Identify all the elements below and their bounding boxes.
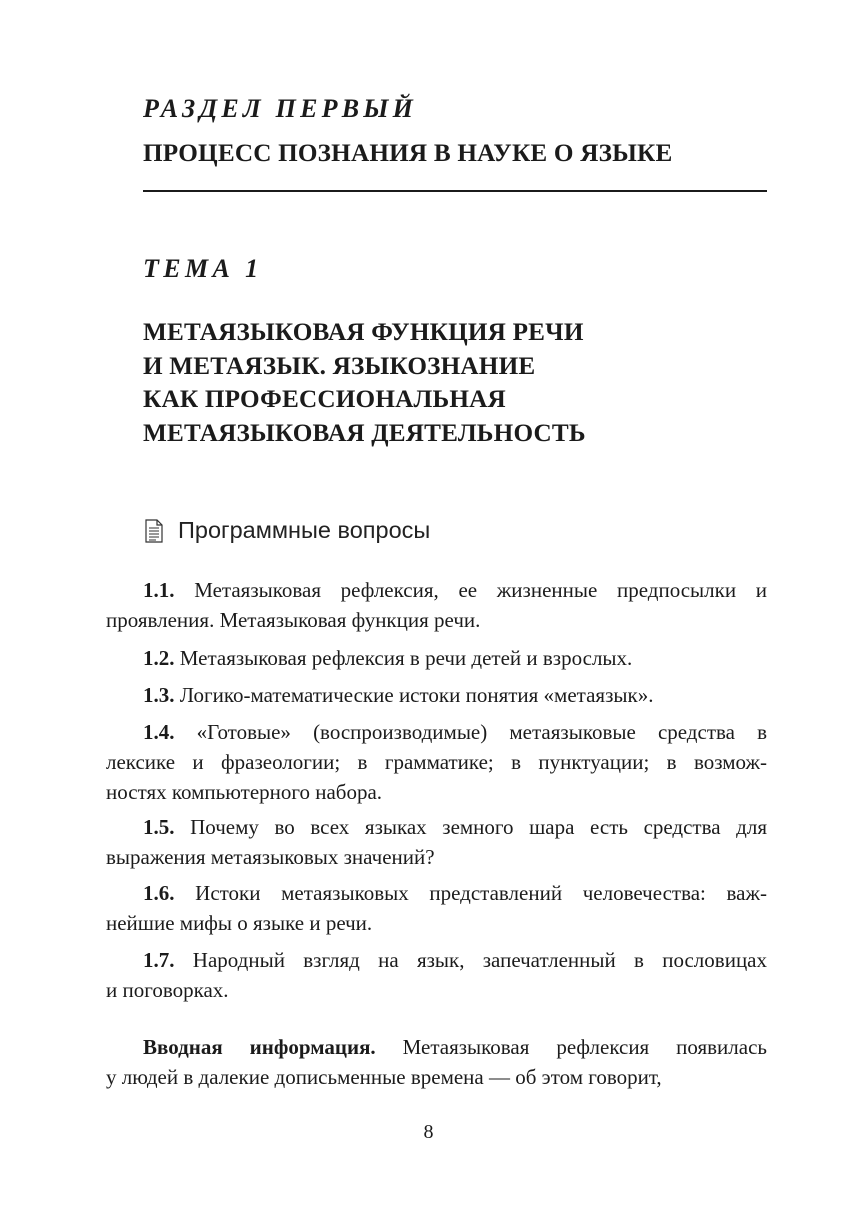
question-item [106,680,767,710]
question-number: 1.3. [143,683,175,707]
question-number: 1.2. [143,646,175,670]
question-number: 1.7. [143,948,175,972]
question-item [106,717,767,807]
question-line: нейшие мифы о языке и речи. [106,911,373,935]
section-title: ПРОЦЕСС ПОЗНАНИЯ В НАУКЕ О ЯЗЫКЕ [143,140,673,167]
topic-title-line: И МЕТАЯЗЫК. ЯЗЫКОЗНАНИЕ [143,352,536,380]
question-item [106,575,767,635]
question-text: Народный взгляд на язык, запечатленный в пословицах [192,948,768,972]
question-line: выражения метаязыковых значений? [106,845,435,869]
topic-kicker: ТЕМА 1 [143,254,263,283]
topic-title-line: КАК ПРОФЕССИОНАЛЬНАЯ [143,386,506,413]
question-item [106,812,767,872]
question-line [143,680,767,710]
page-number: 8 [423,1121,434,1143]
question-line: проявления. Метаязыковая функция речи. [106,608,481,632]
question-text: Логико-математические истоки понятия «метаязык». [179,683,654,707]
question-line: лексике и фразеологии; в грамматике; в пунктуации; в возмож- [106,750,767,774]
questions-heading-text: Программные вопросы [178,517,431,543]
question-number: 1.4. [143,720,175,744]
question-line [143,717,767,747]
question-text: Метаязыковая рефлексия в речи детей и взрослых. [179,646,633,670]
intro-paragraph [106,1032,767,1092]
intro-lead: Вводная информация. [143,1035,376,1059]
question-text: Метаязыковая рефлексия, ее жизненные предпосылки и [194,578,767,602]
topic-title-line: МЕТАЯЗЫКОВАЯ ДЕЯТЕЛЬНОСТЬ [143,419,586,447]
section-kicker: РАЗДЕЛ ПЕРВЫЙ [143,94,418,123]
question-text: «Готовые» (воспроизводимые) метаязыковые средства в [196,720,768,744]
question-line [143,643,767,673]
question-line: и поговорках. [106,978,229,1002]
question-list [106,0,767,1211]
intro-text: Метаязыковая рефлексия появилась [402,1035,767,1059]
question-number: 1.6. [143,881,175,905]
question-item [106,643,767,673]
question-line [143,575,767,605]
question-item [106,945,767,1005]
question-line: ностях компьютерного набора. [106,780,383,804]
question-number: 1.5. [143,815,175,839]
question-line [143,812,767,842]
question-item [106,878,767,938]
question-line [143,878,767,908]
question-line [143,945,767,975]
intro-line: у людей в далекие дописьменные времена — об этом говорит, [106,1065,662,1089]
topic-title-line: МЕТАЯЗЫКОВАЯ ФУНКЦИЯ РЕЧИ [143,319,584,346]
question-number: 1.1. [143,578,175,602]
intro-line [143,1032,767,1062]
question-text: Истоки метаязыковых представлений человечества: важ- [195,881,767,905]
question-text: Почему во всех языках земного шара есть средства для [190,815,768,839]
